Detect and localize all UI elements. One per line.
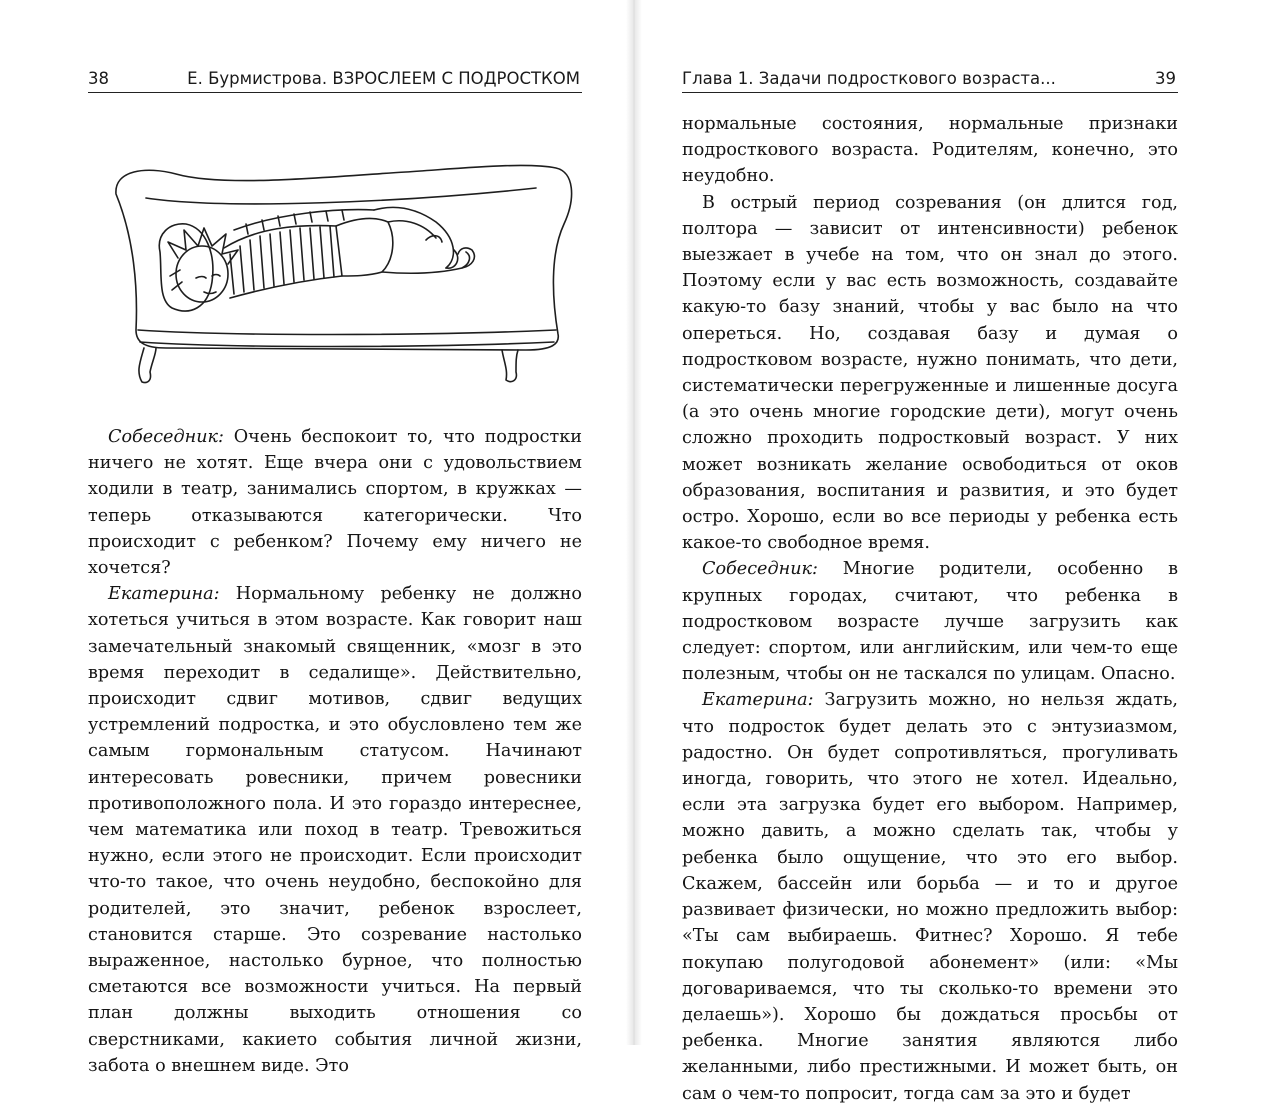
paragraph-text: нормальные состояния, нормальные признаки подросткового возраста. Родителям, конечно, это неудобно. bbox=[682, 114, 1178, 187]
figure-legs bbox=[374, 207, 453, 268]
right-page-text bbox=[682, 111, 1178, 1107]
paragraph bbox=[682, 190, 1178, 557]
paragraph bbox=[88, 424, 582, 581]
paragraph-text: Многие родители, особенно в крупных городах, считают, что ребенка в подростковом возрасте лучше загрузить как следует: спортом, или английским, или чем-то еще полезным, чтобы он не таскался по улицам. Опасно. bbox=[682, 559, 1178, 685]
page-number: 39 bbox=[1155, 69, 1176, 88]
speaker-label: Собеседник: bbox=[108, 427, 224, 447]
paragraph-text: Очень беспокоит то, что подростки ничего не хотят. Еще вчера они с удовольствием ходили в театр, занимались спортом, в кружках — теперь отказываются категорически. Что происходит с ребенком? Почему ему ничего не хочется? bbox=[88, 427, 582, 579]
figure-head bbox=[176, 246, 228, 302]
left-running-head bbox=[88, 66, 582, 93]
figure-shorts bbox=[336, 219, 393, 276]
paragraph-text: В острый период созревания (он длится год, полтора — зависит от интенсивности) ребенок выезжает в учебе на том, что он знал до этого. Поэтому если у вас есть возможность, создавайте какую-то базу знаний, чтобы у вас было на что опереться. Но, создавая базу и думая о подростковом возрасте, нужно понимать, что дети, систематически перегруженные и лишенные досуга (а это очень многие городские дети), могут очень сложно проходить подростковый возраст. У них может возникать желание освободиться от оков образования, воспитания и развития, и это будет остро. Хорошо, если во все периоды у ребенка есть какое-то свободное время. bbox=[682, 192, 1178, 554]
paragraph-text: Нормальному ребенку не должно хотеться учиться в этом возрасте. Как говорит наш замечательный знакомый священник, «мозг в это время переходит в седалище». Действительно, происходит сдвиг мотивов, сдвиг ведущих устремлений подростка, и это обусловлено тем же самым гормональным статусом. Начинают интересовать ровесники, причем ровесники противоположного пола. И это гораздо интереснее, чем математика или поход в театр. Тревожиться нужно, если этого не происходит. Если происходит что-то такое, что очень неудобно, беспокойно для родителей, это значит, ребенок взрослеет, становится старше. Это созревание настолько выраженное, настолько бурное, что полностью сметаются все возможности учиться. На первый план должны выходить отношения со сверстниками, какието события личной жизни, забота о внешнем виде. Это bbox=[88, 584, 582, 1076]
paragraph-text: Загрузить можно, но нельзя ждать, что подросток будет делать это с энтузиазмом, радостно. Он будет сопротивляться, прогуливать иногда, говорить, что этого не хотел. Идеально, если эта загрузка будет его выбором. Например, можно давить, а можно сделать так, чтобы у ребенка было ощущение, что это его выбор. Скажем, бассейн или борьба — и то и другое развивает физически, но можно предложить выбор: «Ты сам выбираешь. Фитнес? Хорошо. Я тебе покупаю полугодовой абонемент» (или: «Мы договариваемся, что ты сколько-то времени это делаешь»). Хорошо бы дождаться просьбы от ребенка. Многие занятия являются либо желанными, либо престижными. И может быть, он сам о чем-то попросит, тогда сам за это и будет bbox=[682, 690, 1178, 1104]
paragraph bbox=[682, 687, 1178, 1106]
sofa-leg-left bbox=[139, 348, 156, 383]
sofa-leg-right bbox=[502, 350, 518, 382]
left-page bbox=[0, 0, 634, 1076]
speaker-label: Екатерина: bbox=[702, 690, 814, 711]
paragraph bbox=[682, 556, 1178, 687]
paragraph bbox=[682, 111, 1178, 190]
speaker-label: Собеседник: bbox=[702, 559, 818, 580]
paragraph bbox=[88, 581, 582, 1079]
speaker-label: Екатерина: bbox=[108, 584, 220, 605]
running-title: Глава 1. Задачи подросткового возраста... bbox=[682, 69, 1056, 88]
left-page-text bbox=[88, 424, 582, 1079]
page-number: 38 bbox=[88, 69, 109, 88]
running-title: Е. Бурмистрова. ВЗРОСЛЕЕМ С ПОДРОСТКОМ bbox=[187, 69, 580, 88]
pillow bbox=[159, 224, 213, 311]
sofa-illustration bbox=[106, 158, 576, 394]
sofa-outline bbox=[116, 165, 572, 350]
right-running-head bbox=[682, 66, 1178, 93]
